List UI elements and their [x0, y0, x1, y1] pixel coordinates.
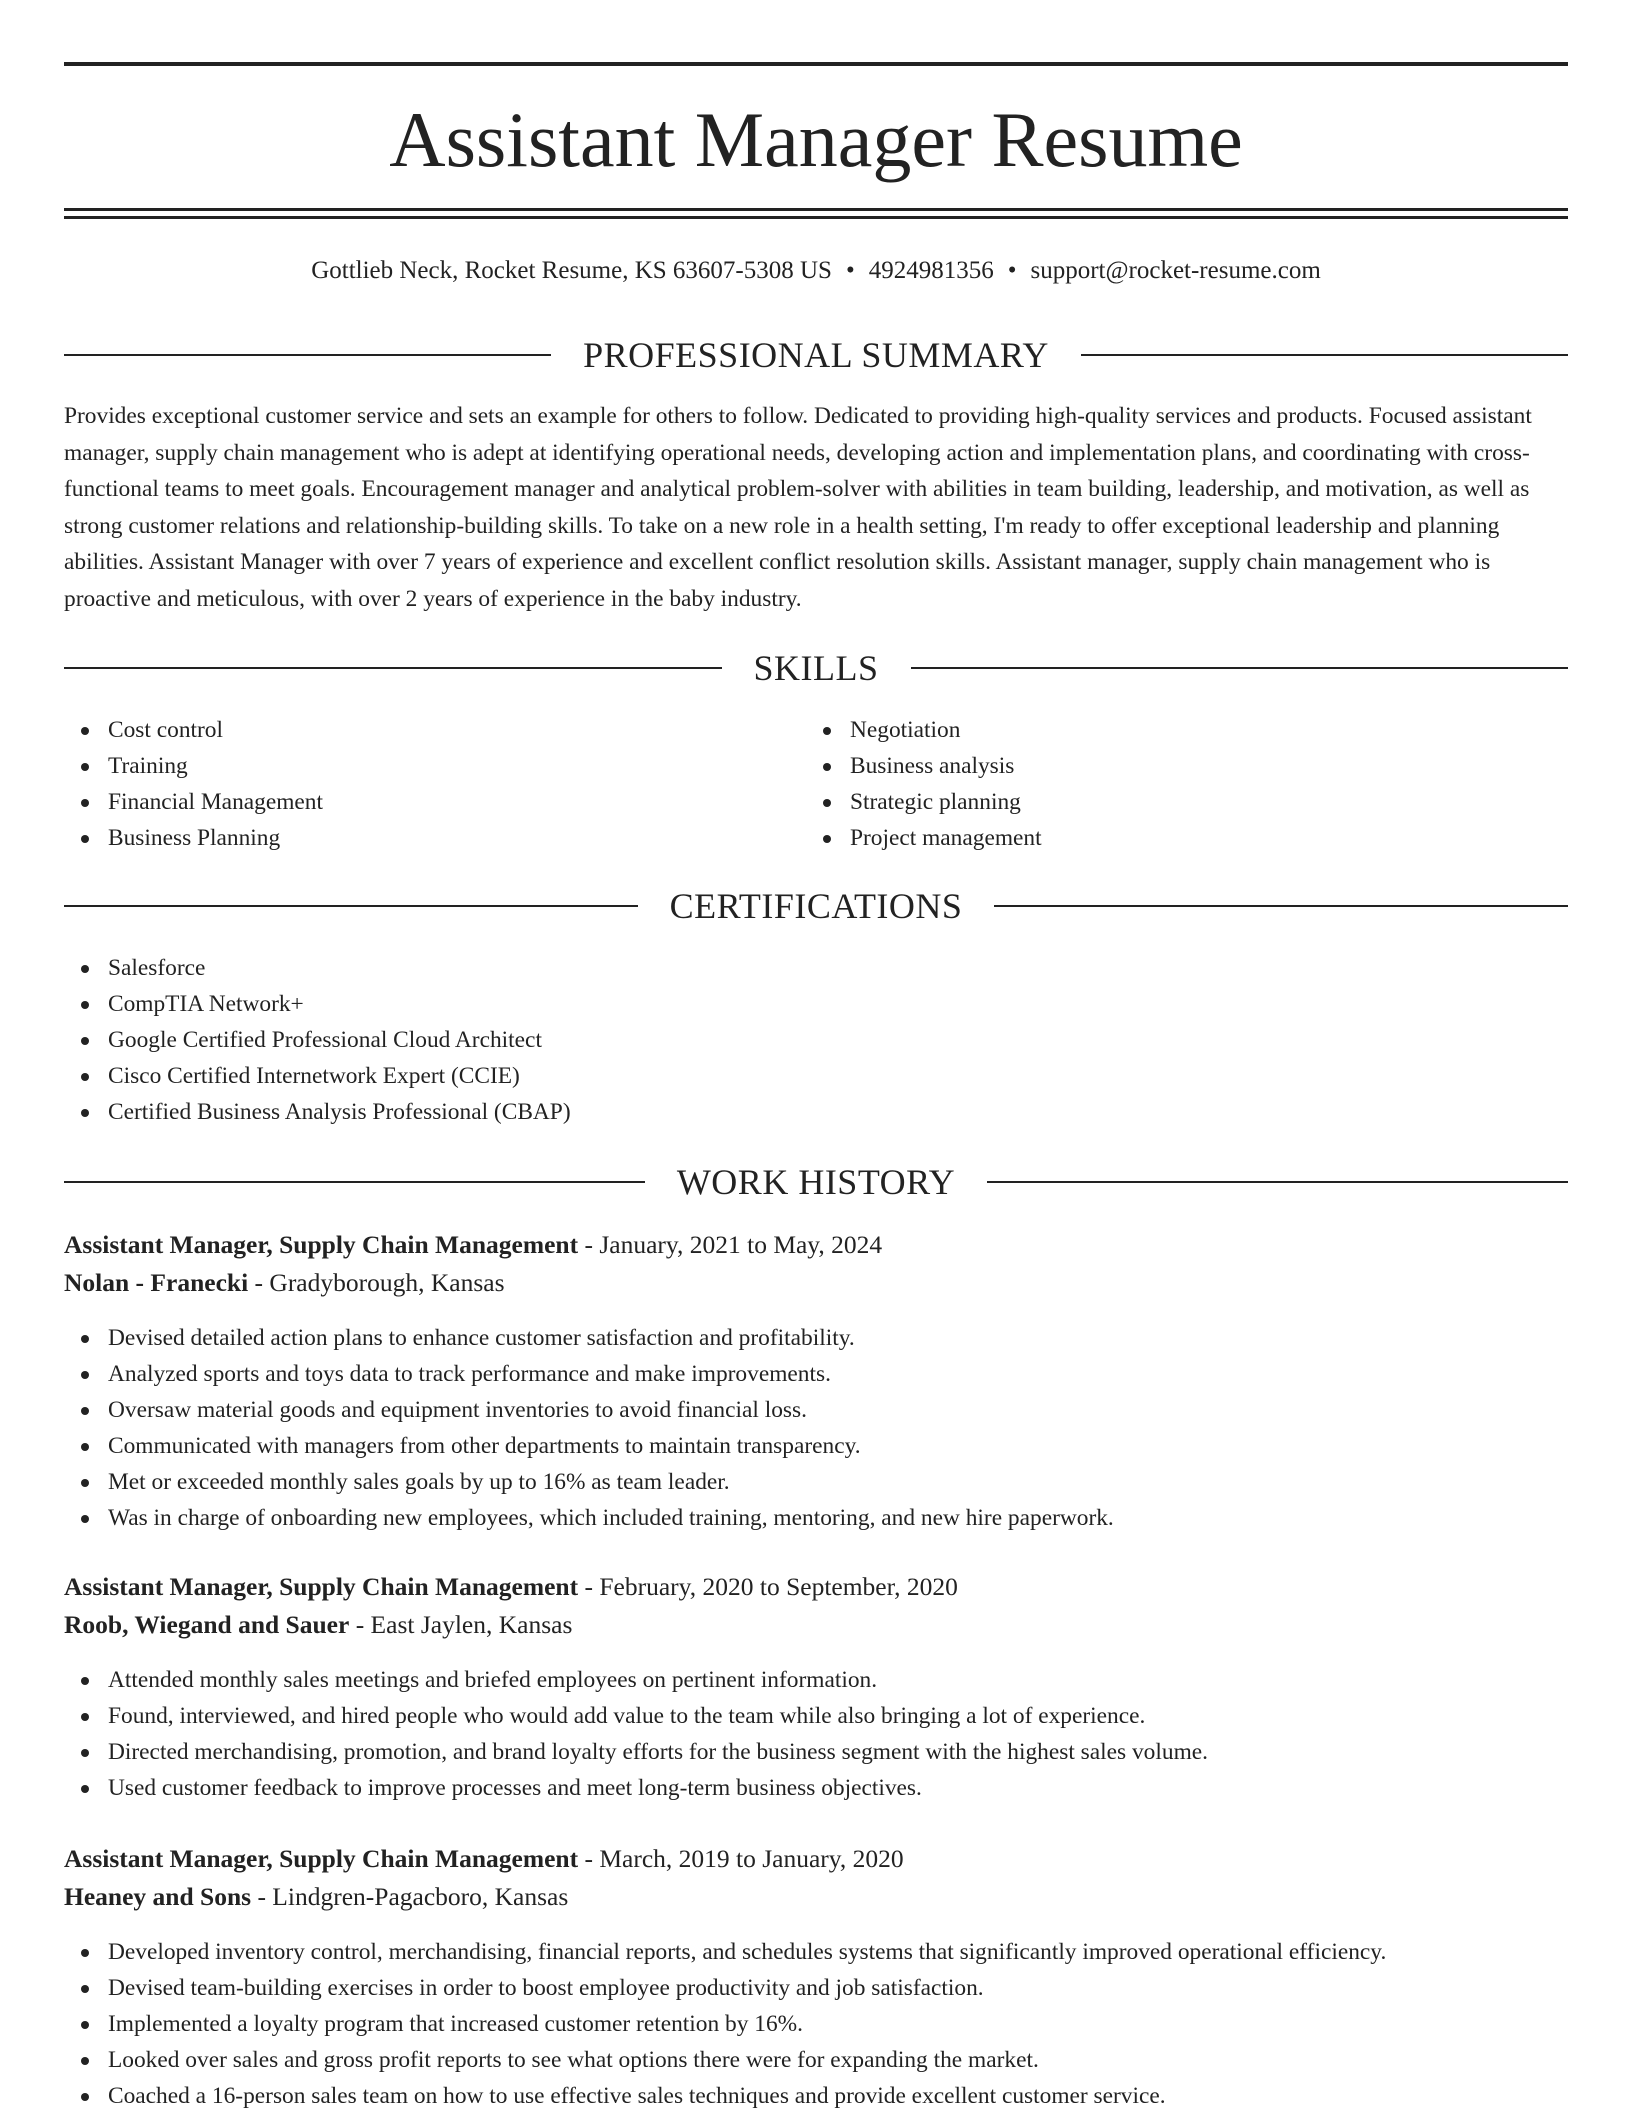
work-history-heading-label: WORK HISTORY [676, 1162, 956, 1202]
contact-separator: • [845, 257, 855, 284]
skills-column-left [64, 712, 323, 856]
job-bullets-block [64, 1934, 1386, 2114]
job-company: Roob, Wiegand and Sauer [64, 1610, 350, 1639]
job-bullet: Developed inventory control, merchandising, financial reports, and schedules systems that significantly improved operational efficiency. [64, 1934, 1386, 1970]
skills-column-right [806, 712, 1042, 856]
job-bullets [64, 1934, 1386, 2114]
job-bullets [64, 1320, 1114, 1536]
summary-paragraph: Provides exceptional customer service and sets an example for others to follow. Dedicated to providing high-quality services and products. Focused assistant manager, supply chain management who is adept at identifying operational needs, developing action and implementation plans, and coordinating with cross-functional teams to meet goals. Encouragement manager and analytical problem-solver with abilities in team building, leadership, and motivation, as well as strong customer relations and relationship-building skills. To take on a new role in a health setting, I'm ready to offer exceptional leadership and planning abilities. Assistant Manager with over 7 years of experience and excellent conflict resolution skills. Assistant manager, supply chain management who is proactive and meticulous, with over 2 years of experience in the baby industry. [64, 403, 1532, 612]
title-rule-lower [64, 216, 1568, 219]
skill-item: Project management [806, 820, 1042, 856]
job-bullets [64, 1662, 1208, 1806]
certification-item: CompTIA Network+ [64, 986, 571, 1022]
job-location: - Gradyborough, Kansas [248, 1268, 505, 1297]
certifications-list [64, 950, 571, 1130]
job-bullet: Was in charge of onboarding new employees, which included training, mentoring, and new hire paperwork. [64, 1500, 1114, 1536]
heading-rule-left [64, 905, 638, 907]
certification-item: Cisco Certified Internetwork Expert (CCIE) [64, 1058, 571, 1094]
skills-heading [64, 646, 1568, 690]
job-bullets-block [64, 1320, 1114, 1536]
skill-item: Training [64, 748, 323, 784]
skill-item: Business analysis [806, 748, 1042, 784]
work-history-heading [64, 1160, 1568, 1204]
job-dates: - February, 2020 to September, 2020 [578, 1572, 958, 1601]
contact-address: Gottlieb Neck, Rocket Resume, KS 63607-5308 US [311, 257, 832, 284]
certification-item: Google Certified Professional Cloud Architect [64, 1022, 571, 1058]
heading-rule-right [911, 667, 1569, 669]
contact-line [64, 253, 1568, 289]
job-bullet: Analyzed sports and toys data to track performance and make improvements. [64, 1356, 1114, 1392]
certifications-block [64, 950, 571, 1130]
contact-email: support@rocket-resume.com [1030, 257, 1321, 284]
title-rule-upper [64, 208, 1568, 211]
summary-heading [64, 333, 1568, 377]
heading-rule-right [987, 1181, 1568, 1183]
skill-item: Strategic planning [806, 784, 1042, 820]
job-bullet: Implemented a loyalty program that increased customer retention by 16%. [64, 2006, 1386, 2042]
heading-rule-left [64, 1181, 645, 1183]
contact-phone: 4924981356 [868, 257, 994, 284]
skill-item: Cost control [64, 712, 323, 748]
skill-item: Negotiation [806, 712, 1042, 748]
heading-rule-right [1081, 354, 1568, 356]
contact-separator: • [1007, 257, 1017, 284]
job-bullet: Looked over sales and gross profit reports to see what options there were for expanding the market. [64, 2042, 1386, 2078]
skills-list-right [806, 712, 1042, 856]
job-bullet: Devised detailed action plans to enhance customer satisfaction and profitability. [64, 1320, 1114, 1356]
resume-title: Assistant Manager Resume [389, 96, 1243, 183]
job-location: - East Jaylen, Kansas [349, 1610, 573, 1639]
job-company: Heaney and Sons [64, 1882, 252, 1911]
certification-item: Salesforce [64, 950, 571, 986]
job-bullet: Devised team-building exercises in order to boost employee productivity and job satisfaction. [64, 1970, 1386, 2006]
job-company: Nolan - Franecki [64, 1268, 249, 1297]
job-dates: - March, 2019 to January, 2020 [578, 1844, 904, 1873]
job-bullet: Met or exceeded monthly sales goals by up to 16% as team leader. [64, 1464, 1114, 1500]
skills-list-left [64, 712, 323, 856]
job-bullets-block [64, 1662, 1208, 1806]
job-title-line [64, 1568, 958, 1606]
certification-item: Certified Business Analysis Professional (CBAP) [64, 1094, 571, 1130]
job-title: Assistant Manager, Supply Chain Management [64, 1230, 579, 1259]
job-bullet: Directed merchandising, promotion, and brand loyalty efforts for the business segment with the highest sales volume. [64, 1734, 1208, 1770]
job-bullet: Attended monthly sales meetings and briefed employees on pertinent information. [64, 1662, 1208, 1698]
top-rule [64, 62, 1568, 66]
job-bullet: Coached a 16-person sales team on how to use effective sales techniques and provide excellent customer service. [64, 2078, 1386, 2114]
job-company-line [64, 1878, 568, 1916]
job-bullet: Found, interviewed, and hired people who would add value to the team while also bringing a lot of experience. [64, 1698, 1208, 1734]
heading-rule-left [64, 667, 722, 669]
job-company-line [64, 1264, 505, 1302]
job-dates: - January, 2021 to May, 2024 [578, 1230, 883, 1259]
job-bullet: Oversaw material goods and equipment inventories to avoid financial loss. [64, 1392, 1114, 1428]
job-title: Assistant Manager, Supply Chain Management [64, 1844, 579, 1873]
summary-heading-label: PROFESSIONAL SUMMARY [583, 335, 1049, 375]
job-title-line [64, 1840, 904, 1878]
job-title-line [64, 1226, 882, 1264]
certifications-heading [64, 884, 1568, 928]
heading-rule-left [64, 354, 551, 356]
heading-rule-right [994, 905, 1568, 907]
job-bullet: Communicated with managers from other departments to maintain transparency. [64, 1428, 1114, 1464]
job-title: Assistant Manager, Supply Chain Management [64, 1572, 579, 1601]
job-company-line [64, 1606, 572, 1644]
job-bullet: Used customer feedback to improve processes and meet long-term business objectives. [64, 1770, 1208, 1806]
skills-heading-label: SKILLS [753, 648, 879, 688]
skill-item: Financial Management [64, 784, 323, 820]
certifications-heading-label: CERTIFICATIONS [669, 886, 963, 926]
skill-item: Business Planning [64, 820, 323, 856]
job-location: - Lindgren-Pagacboro, Kansas [251, 1882, 569, 1911]
